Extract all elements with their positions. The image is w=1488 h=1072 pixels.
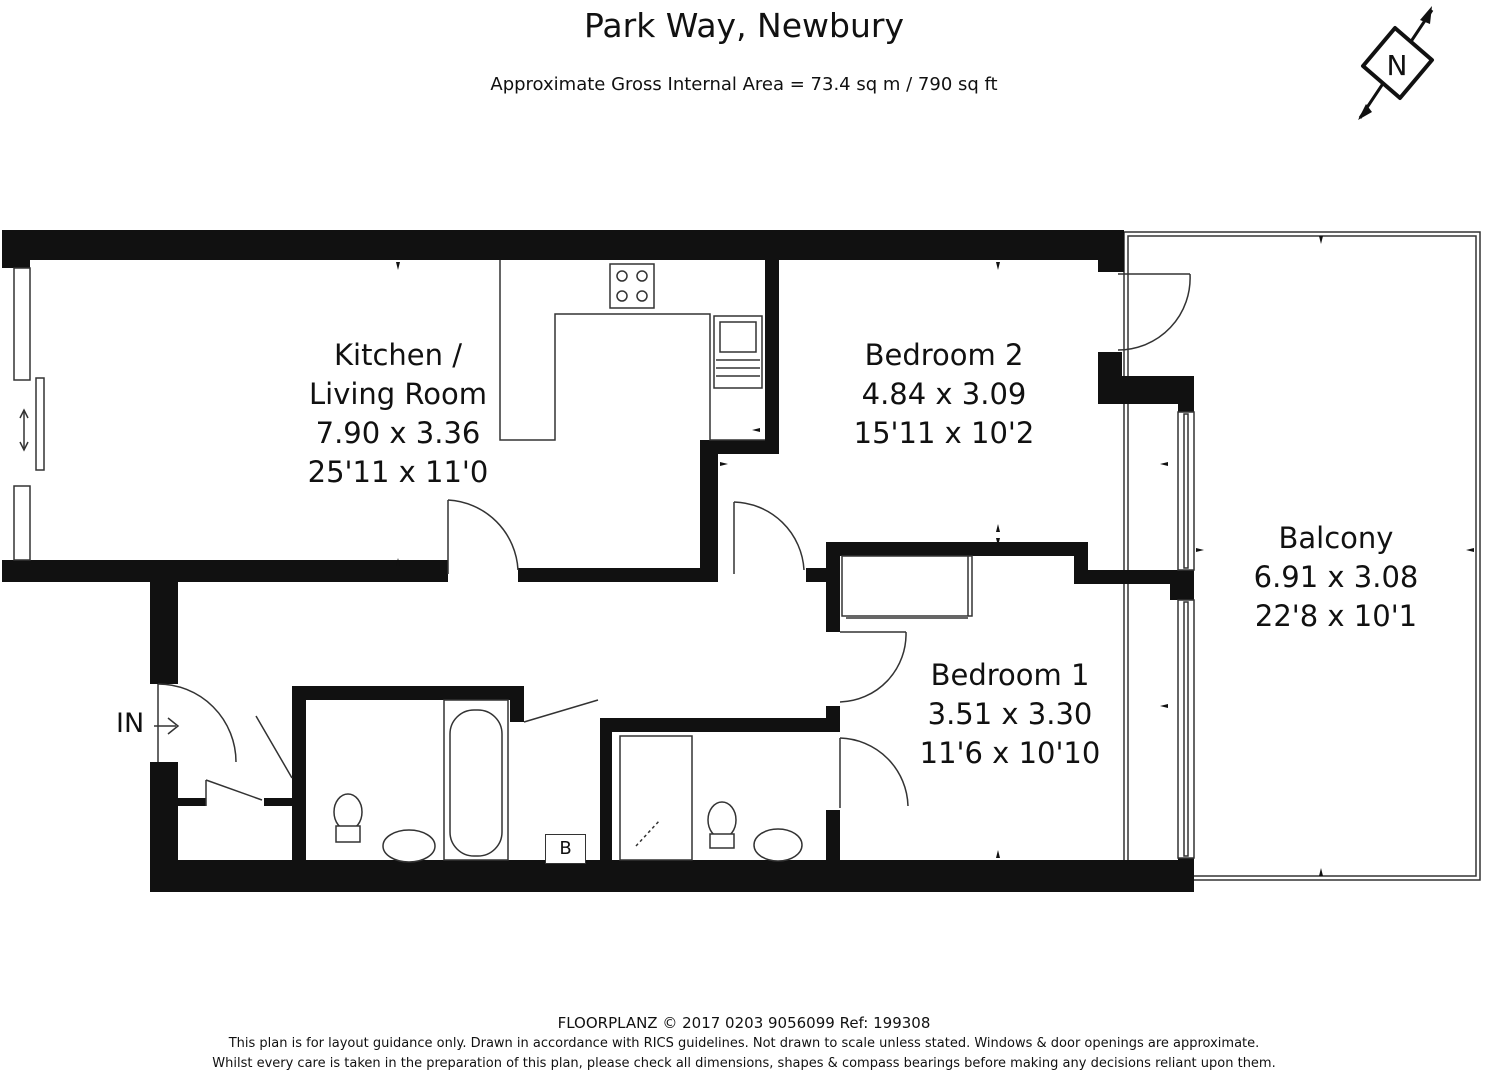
room-balcony xyxy=(1236,519,1436,636)
compass-letter: N xyxy=(1386,49,1408,82)
room-name: Bedroom 2 xyxy=(864,338,1024,372)
shower-icon xyxy=(620,736,692,860)
boiler-cupboard: B xyxy=(545,834,586,864)
compass-icon xyxy=(1358,6,1432,120)
room-name-line1: Kitchen / xyxy=(334,338,462,372)
room-kitchen-living xyxy=(298,336,498,492)
toilet-2-icon xyxy=(708,802,736,838)
footer-credit: FLOORPLANZ © 2017 0203 9056099 Ref: 199308 xyxy=(557,1014,931,1032)
wardrobe-icon xyxy=(842,556,972,618)
plan-title: Park Way, Newbury xyxy=(584,6,904,45)
hob-icon xyxy=(610,264,654,308)
room-imperial: 15'11 x 10'2 xyxy=(853,416,1035,450)
area-subtitle: Approximate Gross Internal Area = 73.4 sq m / 790 sq ft xyxy=(490,74,998,95)
footer-disclaimer-1: This plan is for layout guidance only. Drawn in accordance with RICS guidelines. Not drawn to scale unless stated. Windows & door openings are approximate. xyxy=(228,1036,1260,1051)
room-name: Balcony xyxy=(1278,521,1394,555)
room-metric: 4.84 x 3.09 xyxy=(861,377,1027,411)
sliding-door-icon xyxy=(20,410,28,450)
room-imperial: 22'8 x 10'1 xyxy=(1254,599,1418,633)
room-name-line2: Living Room xyxy=(308,377,488,411)
room-imperial: 25'11 x 11'0 xyxy=(307,455,489,489)
footer-disclaimer-2: Whilst every care is taken in the preparation of this plan, please check all dimensions, shapes & compass bearings before making any decisions reliant upon them. xyxy=(212,1056,1276,1071)
kitchen-fittings xyxy=(500,260,765,440)
room-bedroom-2 xyxy=(844,336,1044,453)
walls xyxy=(2,230,1194,892)
room-metric: 6.91 x 3.08 xyxy=(1253,560,1419,594)
basin-icon xyxy=(383,830,435,862)
entrance-label: IN xyxy=(116,708,145,739)
basin-2-icon xyxy=(754,829,802,861)
toilet-icon xyxy=(334,794,362,830)
room-imperial: 11'6 x 10'10 xyxy=(919,736,1101,770)
room-metric: 3.51 x 3.30 xyxy=(927,697,1093,731)
room-name: Bedroom 1 xyxy=(930,658,1090,692)
room-metric: 7.90 x 3.36 xyxy=(315,416,481,450)
room-bedroom-1 xyxy=(910,656,1110,773)
